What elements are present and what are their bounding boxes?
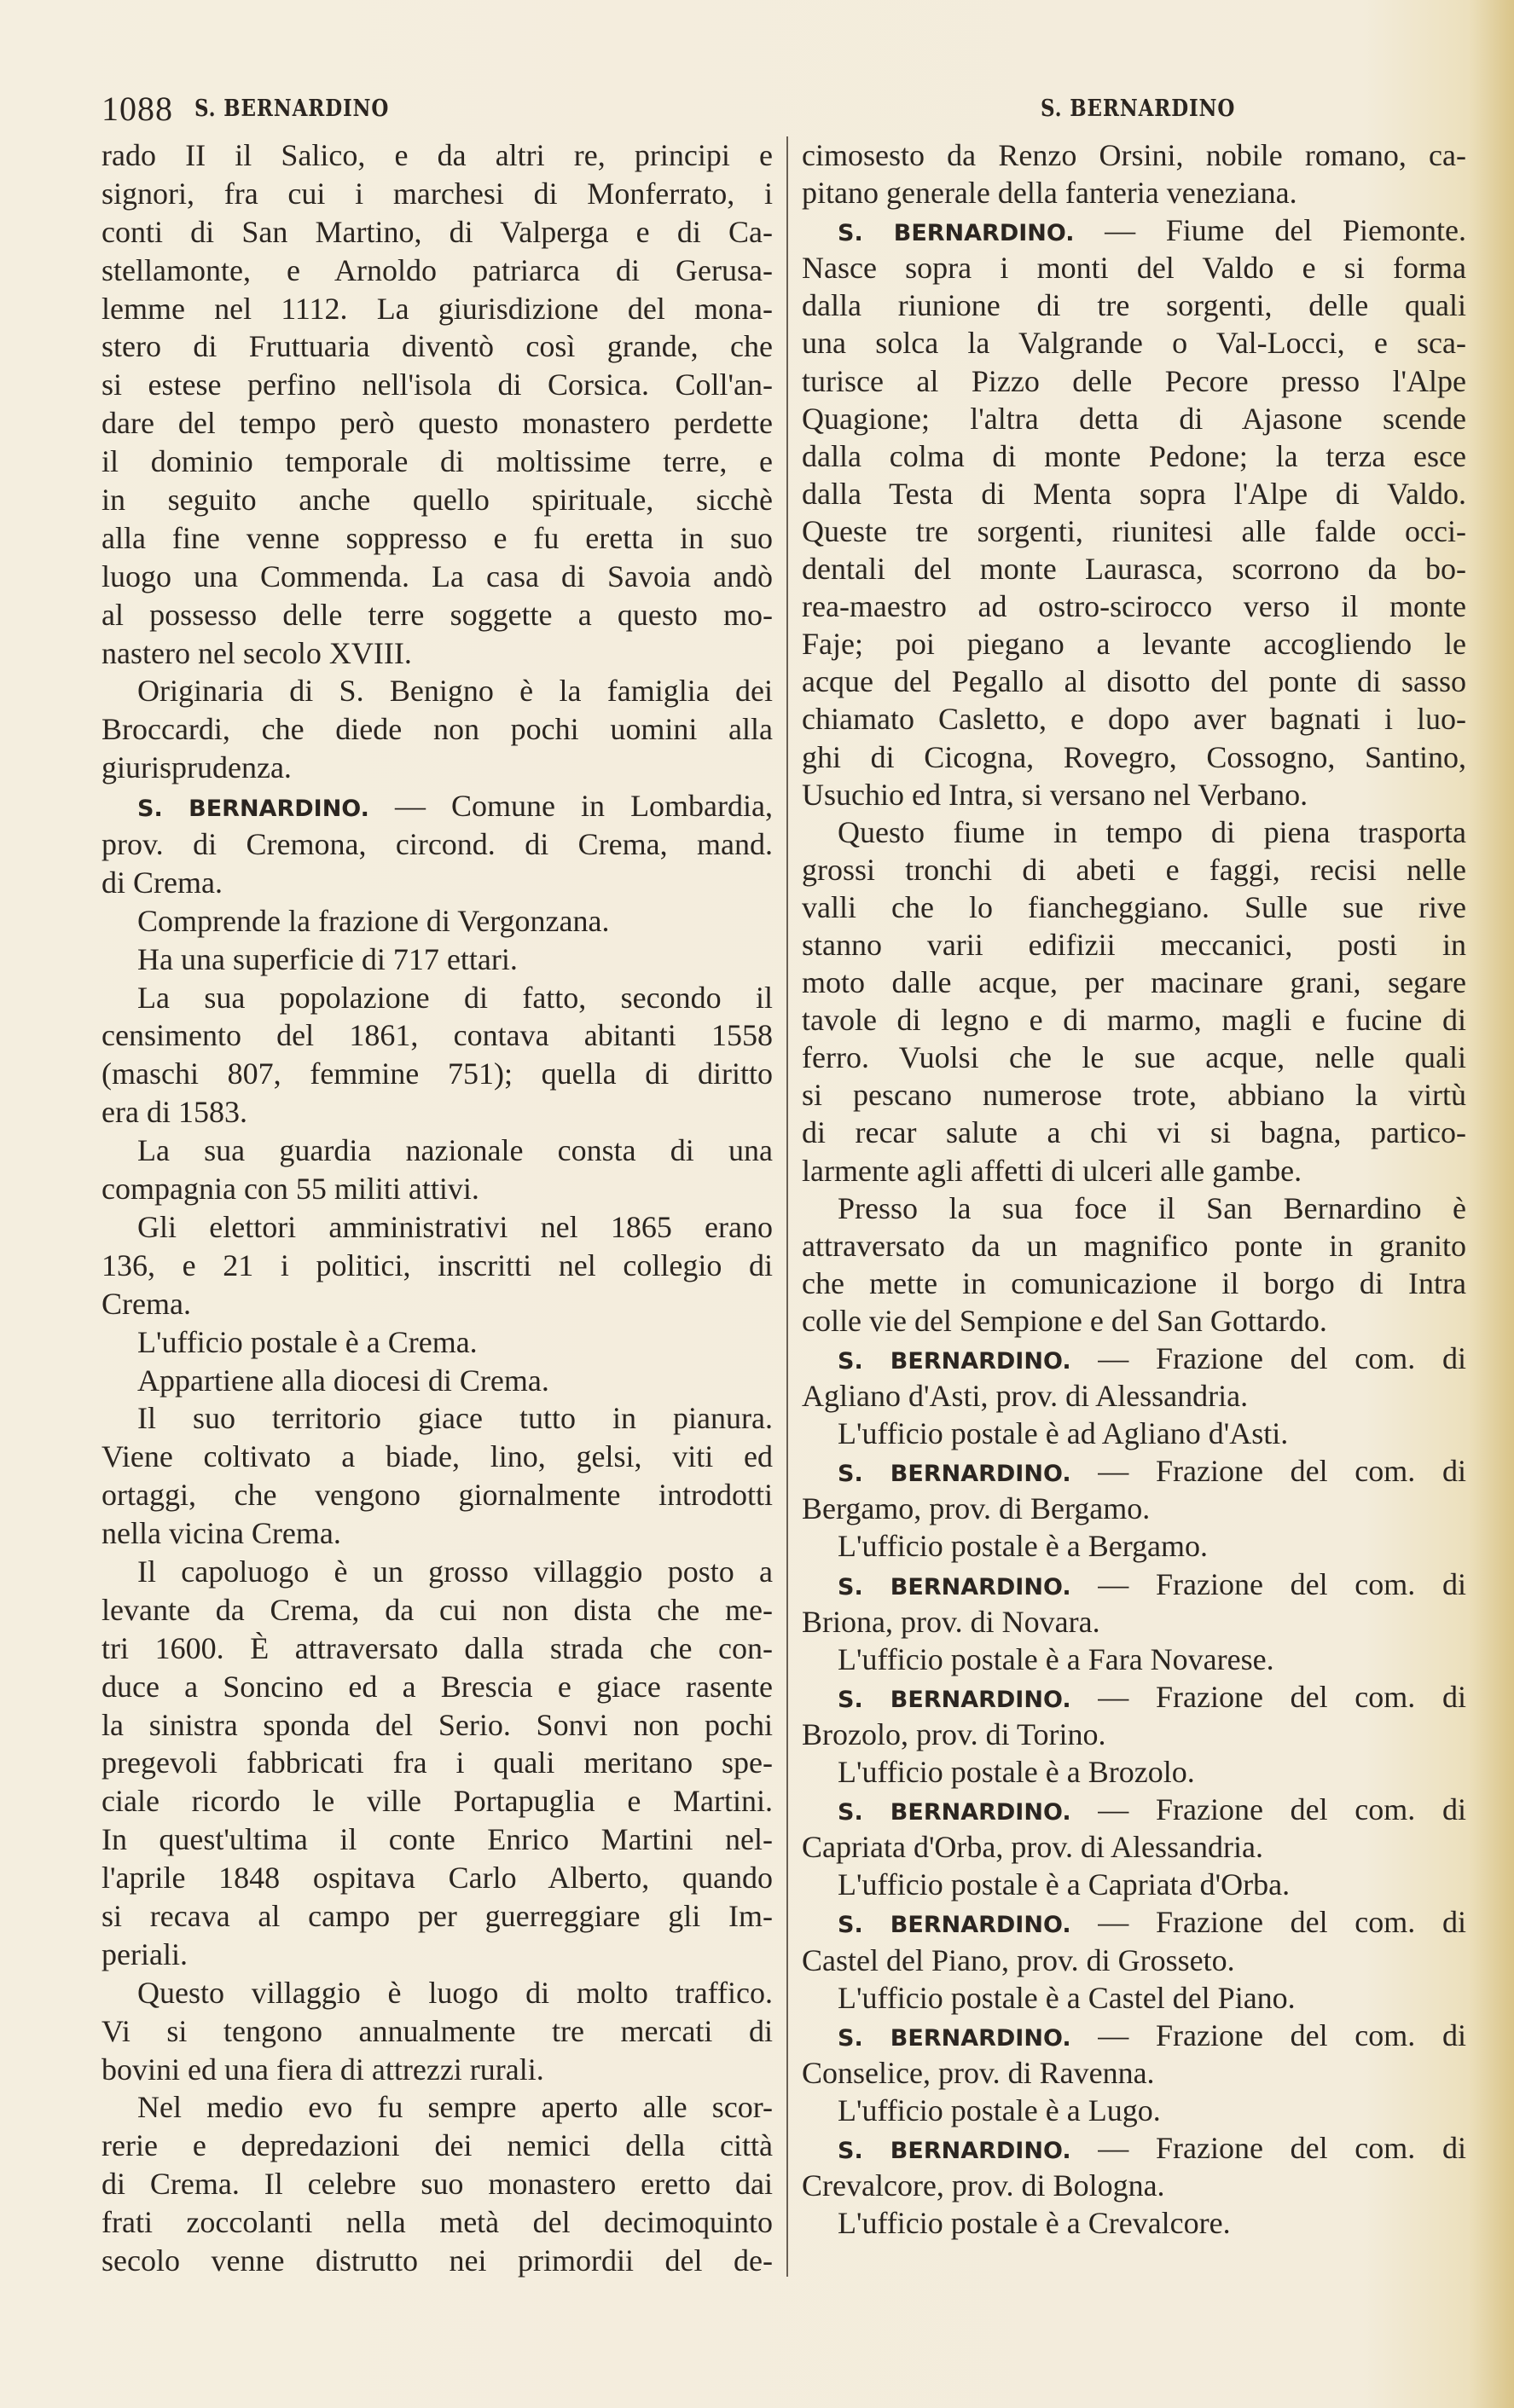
text-line	[102, 1591, 773, 1629]
entry-heading: S. BERNARDINO.	[838, 1799, 1071, 1826]
line-text: chiamato Casletto, e dopo aver bagnati i luo-	[802, 702, 1466, 737]
line-text: dentali del monte Laurasca, scorrono da bo-	[802, 552, 1466, 587]
line-text: Agliano d'Asti, prov. di Alessandria.	[802, 1379, 1249, 1414]
right-column	[802, 136, 1466, 2242]
line-text: In quest'ultima il conte Enrico Martini nel-	[102, 1822, 773, 1857]
line-text: Conselice, prov. di Ravenna.	[802, 2055, 1155, 2090]
text-line	[102, 290, 773, 328]
text-line	[102, 2012, 773, 2051]
line-text: Nasce sopra i monti del Valdo e si forma	[802, 251, 1466, 286]
text-line	[102, 1782, 773, 1820]
text-line	[802, 738, 1466, 776]
text-line	[102, 2051, 773, 2089]
line-text: il dominio temporale di moltissime terre, e	[102, 444, 773, 479]
line-text: Capriata d'Orba, prov. di Alessandria.	[802, 1830, 1264, 1865]
column-divider	[786, 136, 788, 2277]
line-text: — Frazione del com. di	[1070, 1905, 1466, 1940]
text-line	[802, 362, 1466, 400]
text-line	[102, 1208, 773, 1247]
entry-heading: S. BERNARDINO.	[838, 220, 1075, 247]
left-column	[102, 136, 773, 2280]
line-text: Gli elettori amministrativi nel 1865 erano	[137, 1209, 773, 1244]
text-line	[102, 404, 773, 443]
line-text: dare del tempo però questo monastero perdette	[102, 406, 773, 441]
entry-heading: S. BERNARDINO.	[838, 1461, 1071, 1488]
line-text: lemme nel 1112. La giurisdizione del mona-	[102, 291, 773, 326]
text-line	[802, 437, 1466, 475]
text-line	[802, 1566, 1466, 1603]
text-line	[802, 475, 1466, 512]
line-text: stero di Fruttuaria diventò così grande, che	[102, 329, 773, 364]
text-line	[802, 249, 1466, 287]
line-text: Bergamo, prov. di Bergamo.	[802, 1491, 1151, 1526]
line-text: Crema.	[102, 1286, 191, 1321]
text-line	[102, 825, 773, 864]
line-text: L'ufficio postale è a Bergamo.	[838, 1529, 1209, 1564]
text-line	[102, 1936, 773, 1974]
text-line	[802, 1942, 1466, 1979]
text-line	[802, 1415, 1466, 1452]
text-line	[802, 1866, 1466, 1903]
line-text: Ha una superficie di 717 ettari.	[137, 941, 518, 976]
text-line	[802, 813, 1466, 851]
line-text: L'ufficio postale è a Brozolo.	[838, 1755, 1195, 1790]
text-line	[802, 2054, 1466, 2092]
text-line	[102, 1438, 773, 1476]
text-line	[102, 1399, 773, 1438]
text-line	[102, 672, 773, 710]
text-line	[802, 1641, 1466, 1678]
text-line	[102, 558, 773, 596]
text-line	[802, 1828, 1466, 1866]
line-text: Faje; poi piegano a levante accogliendo le	[802, 627, 1466, 662]
line-text: di Crema.	[102, 865, 223, 900]
line-text: Quagione; l'altra detta di Ajasone scende	[802, 401, 1466, 436]
line-text: ciale ricordo le ville Portapuglia e Martini.	[102, 1784, 773, 1819]
text-line	[102, 941, 773, 979]
line-text: in seguito anche quello spirituale, sicchè	[102, 483, 773, 518]
text-line	[802, 1340, 1466, 1377]
line-text: dalla Testa di Menta sopra l'Alpe di Valdo.	[802, 476, 1466, 511]
line-text: acque del Pegallo al disotto del ponte di sasso	[802, 664, 1466, 699]
line-text: Comprende la frazione di Vergonzana.	[137, 903, 610, 938]
line-text: tavole di legno e di marmo, magli e fucine di	[802, 1003, 1466, 1038]
text-line	[102, 979, 773, 1017]
text-line	[802, 1039, 1466, 1076]
line-text: — Frazione del com. di	[1070, 1792, 1466, 1827]
text-line	[802, 964, 1466, 1001]
line-text: — Fiume del Piemonte.	[1074, 213, 1466, 248]
line-text: di recar salute a chi vi si bagna, partico-	[802, 1115, 1466, 1150]
text-line	[102, 327, 773, 366]
line-text: Vi si tengono annualmente tre mercati di	[102, 2013, 773, 2048]
line-text: grossi tronchi di abeti e faggi, recisi nelle	[802, 852, 1466, 887]
text-line	[102, 1362, 773, 1400]
entry-heading: S. BERNARDINO.	[137, 796, 369, 823]
line-text: Viene coltivato a biade, lino, gelsi, viti ed	[102, 1439, 773, 1474]
text-line	[102, 1323, 773, 1362]
text-line	[802, 136, 1466, 174]
line-text: levante da Crema, da cui non dista che me-	[102, 1592, 773, 1627]
text-line	[802, 1227, 1466, 1265]
text-line	[102, 864, 773, 902]
text-line	[802, 2204, 1466, 2242]
line-text: si recava al campo per guerreggiare gli Im-	[102, 1898, 773, 1933]
text-line	[102, 1514, 773, 1553]
line-text: L'ufficio postale è a Crevalcore.	[838, 2206, 1231, 2241]
entry-heading: S. BERNARDINO.	[838, 1686, 1071, 1713]
line-text: Briona, prov. di Novara.	[802, 1604, 1100, 1639]
line-text: L'ufficio postale è a Fara Novarese.	[838, 1641, 1274, 1676]
line-text: larmente agli affetti di ulceri alle gambe.	[802, 1153, 1302, 1188]
line-text: rado II il Salico, e da altri re, principi e	[102, 138, 773, 172]
text-line	[802, 1302, 1466, 1340]
line-text: valli che lo fiancheggiano. Sulle sue rive	[802, 889, 1466, 924]
line-text: compagnia con 55 militi attivi.	[102, 1172, 479, 1207]
line-text: si pescano numerose trote, abbiano la virtù	[802, 1078, 1466, 1113]
line-text: — Frazione del com. di	[1070, 1454, 1466, 1489]
text-line	[102, 1285, 773, 1323]
text-line	[102, 2242, 773, 2280]
line-text: La sua guardia nazionale consta di una	[137, 1133, 773, 1168]
text-line	[102, 2088, 773, 2127]
line-text: ortaggi, che vengono giornalmente introdotti	[102, 1478, 773, 1513]
line-text: — Frazione del com. di	[1070, 1341, 1466, 1375]
text-line	[102, 1170, 773, 1208]
text-line	[802, 926, 1466, 964]
text-line	[102, 1744, 773, 1782]
text-line	[102, 1553, 773, 1591]
text-line	[802, 1377, 1466, 1415]
text-line	[102, 1132, 773, 1170]
text-line	[102, 1859, 773, 1897]
text-line	[802, 851, 1466, 889]
text-line	[102, 1476, 773, 1514]
text-line	[802, 400, 1466, 437]
text-line	[802, 1527, 1466, 1565]
line-text: era di 1583.	[102, 1095, 247, 1130]
text-line	[802, 1603, 1466, 1641]
text-line	[802, 512, 1466, 550]
line-text: dalla riunione di tre sorgenti, delle quali	[802, 288, 1466, 323]
text-line	[102, 1820, 773, 1859]
text-line	[102, 136, 773, 175]
line-text: Brozolo, prov. di Torino.	[802, 1716, 1106, 1751]
line-text: L'ufficio postale è a Capriata d'Orba.	[838, 1867, 1291, 1902]
text-line	[802, 1678, 1466, 1716]
text-line	[802, 174, 1466, 211]
line-text: nastero nel secolo XVIII.	[102, 635, 412, 670]
line-text: al possesso delle terre soggette a questo mo-	[102, 597, 773, 632]
text-line	[802, 776, 1466, 813]
text-line	[102, 596, 773, 634]
line-text: tri 1600. È attraversato dalla strada che con-	[102, 1630, 773, 1665]
running-head-left: S. BERNARDINO	[194, 96, 390, 122]
line-text: Il suo territorio giace tutto in pianura.	[137, 1401, 773, 1436]
text-line	[802, 1753, 1466, 1791]
text-line	[102, 175, 773, 213]
text-line	[802, 2167, 1466, 2204]
line-text: cimosesto da Renzo Orsini, nobile romano, ca-	[802, 138, 1466, 172]
text-line	[802, 1114, 1466, 1151]
line-text: L'ufficio postale è a Castel del Piano.	[838, 1980, 1296, 2015]
line-text: rea-maestro ad ostro-scirocco verso il monte	[802, 589, 1466, 624]
text-line	[802, 550, 1466, 588]
line-text: ferro. Vuolsi che le sue acque, nelle quali	[802, 1040, 1466, 1075]
text-line	[802, 1979, 1466, 2017]
line-text: Questo villaggio è luogo di molto traffico.	[137, 1975, 773, 2010]
text-line	[102, 1093, 773, 1132]
text-line	[802, 889, 1466, 926]
text-line	[102, 902, 773, 941]
text-line	[102, 749, 773, 787]
text-line	[102, 710, 773, 749]
line-text: periali.	[102, 1936, 188, 1971]
entry-heading: S. BERNARDINO.	[838, 2137, 1071, 2164]
text-line	[802, 1903, 1466, 1941]
line-text: prov. di Cremona, circond. di Crema, mand.	[102, 827, 773, 862]
line-text: censimento del 1861, contava abitanti 1558	[102, 1018, 773, 1053]
line-text: L'ufficio postale è a Crema.	[137, 1324, 478, 1359]
text-line	[102, 1629, 773, 1668]
line-text: l'aprile 1848 ospitava Carlo Alberto, quando	[102, 1861, 773, 1896]
line-text: di Crema. Il celebre suo monastero eretto dai	[102, 2167, 773, 2202]
line-text: Queste tre sorgenti, riunitesi alle falde occi-	[802, 513, 1466, 548]
line-text: signori, fra cui i marchesi di Monferrato, i	[102, 176, 773, 211]
line-text: — Frazione del com. di	[1070, 1566, 1466, 1601]
text-line	[802, 287, 1466, 324]
line-text: L'ufficio postale è a Lugo.	[838, 2093, 1161, 2127]
line-text: — Frazione del com. di	[1070, 2130, 1466, 2165]
line-text: 136, e 21 i politici, inscritti nel collegio di	[102, 1247, 773, 1282]
line-text: — Frazione del com. di	[1070, 1679, 1466, 1714]
line-text: Appartiene alla diocesi di Crema.	[137, 1363, 549, 1398]
line-text: L'ufficio postale è ad Agliano d'Asti.	[838, 1416, 1289, 1451]
text-line	[102, 787, 773, 825]
line-text: pregevoli fabbricati fra i quali meritano spe-	[102, 1745, 773, 1780]
page-number: 1088	[102, 90, 173, 128]
line-text: dalla colma di monte Pedone; la terza esce	[802, 438, 1466, 473]
line-text: colle vie del Sempione e del San Gottardo.	[802, 1303, 1327, 1338]
line-text: bovini ed una fiera di attrezzi rurali.	[102, 2052, 544, 2087]
text-line	[102, 634, 773, 673]
text-line	[102, 1247, 773, 1285]
text-line	[102, 1706, 773, 1745]
line-text: la sinistra sponda del Serio. Sonvi non pochi	[102, 1707, 773, 1742]
text-line	[802, 1076, 1466, 1114]
line-text: (maschi 807, femmine 751); quella di diritto	[102, 1056, 773, 1091]
line-text: Il capoluogo è un grosso villaggio posto a	[137, 1554, 773, 1589]
text-line	[802, 1190, 1466, 1227]
text-line	[102, 1668, 773, 1706]
text-line	[802, 1716, 1466, 1753]
line-text: Originaria di S. Benigno è la famiglia dei	[137, 674, 773, 709]
text-line	[802, 1152, 1466, 1190]
text-line	[802, 625, 1466, 663]
text-line	[802, 663, 1466, 700]
text-line	[802, 1001, 1466, 1039]
text-line	[102, 366, 773, 404]
text-line	[802, 1265, 1466, 1302]
line-text: Usuchio ed Intra, si versano nel Verbano.	[802, 777, 1308, 812]
line-text: attraversato da un magnifico ponte in granito	[802, 1228, 1466, 1263]
text-line	[802, 588, 1466, 625]
entry-heading: S. BERNARDINO.	[838, 1348, 1071, 1375]
entry-heading: S. BERNARDINO.	[838, 2024, 1071, 2052]
line-text: ghi di Cicogna, Rovegro, Cossogno, Santino,	[802, 739, 1466, 774]
text-line	[802, 2017, 1466, 2054]
text-line	[102, 213, 773, 252]
line-text: duce a Soncino ed a Brescia e giace rasente	[102, 1669, 773, 1704]
line-text: rerie e depredazioni dei nemici della città	[102, 2128, 773, 2163]
line-text: — Comune in Lombardia,	[368, 789, 773, 824]
text-line	[102, 1016, 773, 1055]
line-text: frati zoccolanti nella metà del decimoquinto	[102, 2205, 773, 2240]
line-text: Questo fiume in tempo di piena trasporta	[838, 814, 1466, 849]
line-text: luogo una Commenda. La casa di Savoia andò	[102, 559, 773, 593]
text-line	[802, 1452, 1466, 1490]
line-text: stanno varii edifizii meccanici, posti in	[802, 927, 1466, 962]
line-text: si estese perfino nell'isola di Corsica. Coll'an-	[102, 368, 773, 402]
text-line	[802, 700, 1466, 738]
text-line	[102, 481, 773, 519]
line-text: pitano generale della fanteria veneziana.	[802, 176, 1297, 211]
text-line	[802, 1791, 1466, 1828]
text-line	[102, 1897, 773, 1936]
line-text: Broccardi, che diede non pochi uomini alla	[102, 712, 773, 747]
line-text: turisce al Pizzo delle Pecore presso l'Alpe	[802, 363, 1466, 398]
entry-heading: S. BERNARDINO.	[838, 1573, 1071, 1601]
text-line	[102, 252, 773, 290]
text-line	[802, 324, 1466, 362]
text-line	[102, 2203, 773, 2242]
line-text: una solca la Valgrande o Val-Locci, e sca-	[802, 326, 1466, 361]
text-line	[102, 2165, 773, 2203]
text-line	[102, 2127, 773, 2165]
line-text: — Frazione del com. di	[1070, 2017, 1466, 2052]
line-text: La sua popolazione di fatto, secondo il	[137, 980, 773, 1015]
line-text: Castel del Piano, prov. di Grosseto.	[802, 1942, 1235, 1977]
line-text: che mette in comunicazione il borgo di Intra	[802, 1265, 1466, 1300]
line-text: alla fine venne soppresso e fu eretta in suo	[102, 520, 773, 555]
line-text: Nel medio evo fu sempre aperto alle scor-	[137, 2090, 773, 2125]
text-line	[102, 519, 773, 558]
line-text: nella vicina Crema.	[102, 1516, 341, 1551]
line-text: stellamonte, e Arnoldo patriarca di Gerusa-	[102, 252, 773, 287]
line-text: Crevalcore, prov. di Bologna.	[802, 2168, 1165, 2203]
text-line	[802, 2092, 1466, 2129]
line-text: moto dalle acque, per macinare grani, segare	[802, 965, 1466, 1000]
line-text: Presso la sua foce il San Bernardino è	[838, 1190, 1466, 1225]
line-text: giurisprudenza.	[102, 750, 292, 785]
entry-heading: S. BERNARDINO.	[838, 1912, 1071, 1939]
text-line	[802, 211, 1466, 249]
text-line	[802, 1490, 1466, 1527]
text-line	[802, 2129, 1466, 2167]
text-line	[102, 1974, 773, 2012]
line-text: conti di San Martino, di Valperga e di Ca-	[102, 214, 773, 249]
line-text: secolo venne distrutto nei primordii del de-	[102, 2243, 773, 2278]
running-head-right: S. BERNARDINO	[1041, 96, 1236, 122]
text-line	[102, 1055, 773, 1093]
text-line	[102, 443, 773, 481]
